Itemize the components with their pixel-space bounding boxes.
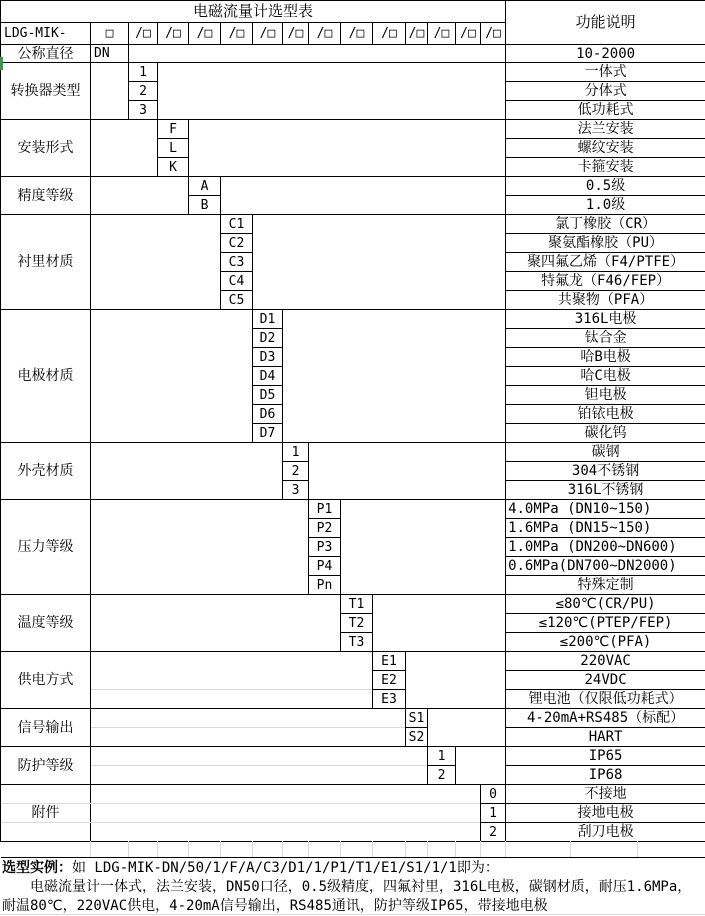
- option-desc: 304不锈钢: [506, 462, 705, 481]
- option-desc: 碳钢: [506, 443, 705, 462]
- code-box: /□: [373, 23, 406, 45]
- gridline: [90, 841, 91, 857]
- option-desc: IP68: [506, 766, 705, 785]
- option-code: D5: [253, 386, 283, 405]
- option-code: 1: [428, 747, 456, 766]
- gridline: [91, 727, 405, 728]
- gridline: [480, 841, 481, 857]
- spacer-cell: [91, 785, 481, 842]
- option-code: A: [189, 177, 221, 196]
- function-column-header: 功能说明: [506, 1, 705, 45]
- option-desc: 锂电池（仅限低功耗式）: [506, 690, 705, 709]
- option-code: C1: [221, 215, 253, 234]
- option-desc: 4-20mA+RS485（标配）: [506, 709, 705, 728]
- selection-example: [0, 857, 705, 916]
- option-code: D2: [253, 329, 283, 348]
- option-code: 1: [283, 443, 309, 462]
- code-box: /□: [158, 23, 189, 45]
- gridline: [157, 841, 158, 857]
- option-desc: 钽电极: [506, 386, 705, 405]
- category-label-protection: 防护等级: [1, 747, 91, 785]
- spacer-cell: [221, 177, 506, 215]
- spacer-cell: [129, 45, 506, 63]
- option-desc: 氯丁橡胶（CR）: [506, 215, 705, 234]
- option-code: 0: [481, 785, 506, 804]
- spacer-cell: [309, 443, 506, 500]
- code-box: /□: [309, 23, 341, 45]
- code-box: /□: [283, 23, 309, 45]
- spacer-cell: [91, 63, 129, 120]
- gridline: [91, 689, 372, 690]
- option-desc: 碳化钨: [506, 424, 705, 443]
- option-code: L: [158, 139, 189, 158]
- example-description: 电磁流量计一体式，法兰安装，DN50口径，0.5级精度，四氟衬里，316L电极，碳钢材质，耐压1.6MPa，耐温80℃，220VAC供电，4-20mA信号输出，RS485通讯，防护等级IP65，带接地电极: [2, 879, 692, 914]
- option-code: F: [158, 120, 189, 139]
- spacer-cell: [91, 177, 189, 215]
- option-desc: 聚氨酯橡胶（PU）: [506, 234, 705, 253]
- spacer-cell: [91, 443, 283, 500]
- category-label-mounting: 安装形式: [1, 120, 91, 177]
- spacer-cell: [406, 652, 506, 709]
- spacer-cell: [91, 652, 373, 709]
- option-desc: 分体式: [506, 82, 705, 101]
- spacer-cell: [91, 500, 309, 595]
- spacer-cell: [158, 63, 506, 120]
- option-code: S1: [406, 709, 428, 728]
- option-code: C3: [221, 253, 253, 272]
- gridline: [128, 841, 129, 857]
- code-box: /□: [341, 23, 373, 45]
- spacer-cell: [91, 595, 341, 652]
- category-label-electrode: 电极材质: [1, 310, 91, 443]
- category-label-converter-type: 转换器类型: [1, 63, 91, 120]
- option-desc: 24VDC: [506, 671, 705, 690]
- option-desc: HART: [506, 728, 705, 747]
- option-code: 2: [481, 823, 506, 842]
- model-prefix: LDG-MIK-: [1, 23, 91, 45]
- option-code: 3: [283, 481, 309, 500]
- option-desc: IP65: [506, 747, 705, 766]
- example-heading-line: [0, 857, 705, 878]
- option-desc: 卡箍安装: [506, 158, 705, 177]
- option-code: D7: [253, 424, 283, 443]
- spacer-cell: [428, 709, 506, 747]
- gridline: [405, 841, 406, 857]
- option-desc: 法兰安装: [506, 120, 705, 139]
- option-code: P4: [309, 557, 341, 576]
- code-box: /□: [428, 23, 456, 45]
- option-code: S2: [406, 728, 428, 747]
- gridline: [455, 841, 456, 857]
- option-desc: ≤80℃(CR/PU): [506, 595, 705, 614]
- gridline: [282, 841, 283, 857]
- option-code: Pn: [309, 576, 341, 595]
- option-desc: 特殊定制: [506, 576, 705, 595]
- option-desc: 聚四氟乙烯（F4/PTFE）: [506, 253, 705, 272]
- option-desc: ≤200℃(PFA): [506, 633, 705, 652]
- option-code: P2: [309, 519, 341, 538]
- table-title: 电磁流量计选型表: [1, 1, 506, 23]
- code-box: /□: [129, 23, 158, 45]
- spacer-cell: [91, 120, 158, 177]
- option-desc: 0.6MPa(DN700~DN2000): [506, 557, 705, 576]
- option-code: E3: [373, 690, 406, 709]
- option-code: 2: [428, 766, 456, 785]
- option-code: P3: [309, 538, 341, 557]
- spacer-cell: [341, 500, 506, 595]
- category-label-power-supply: 供电方式: [1, 652, 91, 709]
- spacer-cell: [253, 215, 506, 310]
- option-code: C5: [221, 291, 253, 310]
- code-box: /□: [456, 23, 481, 45]
- gridline: [91, 765, 427, 766]
- option-desc: 一体式: [506, 63, 705, 82]
- option-code: C4: [221, 272, 253, 291]
- spacer-cell: [189, 120, 506, 177]
- category-label-accuracy: 精度等级: [1, 177, 91, 215]
- gridline: [252, 841, 253, 857]
- empty-grid-row: [1, 842, 705, 858]
- code-box: □: [91, 23, 129, 45]
- code-box: /□: [221, 23, 253, 45]
- gridline: [637, 841, 638, 857]
- option-code: T1: [341, 595, 373, 614]
- spacer-cell: [283, 310, 506, 443]
- gridline: [427, 841, 428, 857]
- option-code: K: [158, 158, 189, 177]
- code-box: /□: [406, 23, 428, 45]
- category-label-accessories: 附件: [1, 785, 91, 842]
- option-desc: 低功耗式: [506, 101, 705, 120]
- option-code: 1: [481, 804, 506, 823]
- option-code: D3: [253, 348, 283, 367]
- option-code: E2: [373, 671, 406, 690]
- option-desc: 0.5级: [506, 177, 705, 196]
- option-desc: 1.6MPa (DN15~150): [506, 519, 705, 538]
- gridline: [372, 841, 373, 857]
- option-code: 1: [129, 63, 158, 82]
- option-code: B: [189, 196, 221, 215]
- gridline: [1, 803, 480, 804]
- option-desc: 共聚物（PFA）: [506, 291, 705, 310]
- option-code: C2: [221, 234, 253, 253]
- option-desc: 钛合金: [506, 329, 705, 348]
- option-desc: 刮刀电极: [506, 823, 705, 842]
- artifact-green-mark: [0, 57, 3, 70]
- example-model-string: 如 LDG-MIK-DN/50/1/F/A/C3/D1/1/P1/T1/E1/S1/1/1即为：: [72, 860, 499, 876]
- option-desc: 螺纹安装: [506, 139, 705, 158]
- gridline: [1, 822, 480, 823]
- code-box: /□: [253, 23, 283, 45]
- gridline: [570, 841, 571, 857]
- option-desc: 316L不锈钢: [506, 481, 705, 500]
- option-code: D4: [253, 367, 283, 386]
- category-label-signal-output: 信号输出: [1, 709, 91, 747]
- option-code: T3: [341, 633, 373, 652]
- example-heading: 选型实例：: [2, 860, 72, 876]
- spacer-cell: [91, 215, 221, 310]
- category-label-temperature: 温度等级: [1, 595, 91, 652]
- option-code: D1: [253, 310, 283, 329]
- spacer-cell: [456, 747, 506, 785]
- option-desc: 不接地: [506, 785, 705, 804]
- option-code: T2: [341, 614, 373, 633]
- gridline: [340, 841, 341, 857]
- option-desc: 哈B电极: [506, 348, 705, 367]
- option-desc: 316L电极: [506, 310, 705, 329]
- option-code: DN: [91, 45, 129, 63]
- option-desc: 铂铱电极: [506, 405, 705, 424]
- option-desc: 10-2000: [506, 45, 705, 63]
- option-desc: 1.0MPa (DN200~DN600): [506, 538, 705, 557]
- option-code: 2: [283, 462, 309, 481]
- option-desc: ≤120℃(PTEP/FEP): [506, 614, 705, 633]
- option-desc: 哈C电极: [506, 367, 705, 386]
- option-desc: 1.0级: [506, 196, 705, 215]
- gridline: [220, 841, 221, 857]
- spacer-cell: [91, 310, 253, 443]
- option-code: D6: [253, 405, 283, 424]
- gridline: [308, 841, 309, 857]
- category-label-pressure: 压力等级: [1, 500, 91, 595]
- gridline: [505, 841, 506, 857]
- option-code: 2: [129, 82, 158, 101]
- option-desc: 4.0MPa (DN10~150): [506, 500, 705, 519]
- option-desc: 特氟龙（F46/FEP）: [506, 272, 705, 291]
- category-label-lining: 衬里材质: [1, 215, 91, 310]
- category-label-nominal-diameter: 公称直径: [1, 45, 91, 63]
- option-desc: 220VAC: [506, 652, 705, 671]
- code-box: /□: [189, 23, 221, 45]
- gridline: [188, 841, 189, 857]
- option-code: P1: [309, 500, 341, 519]
- option-code: 3: [129, 101, 158, 120]
- code-box: /□: [481, 23, 506, 45]
- option-code: E1: [373, 652, 406, 671]
- option-desc: 接地电极: [506, 804, 705, 823]
- category-label-housing: 外壳材质: [1, 443, 91, 500]
- spacer-cell: [373, 595, 506, 652]
